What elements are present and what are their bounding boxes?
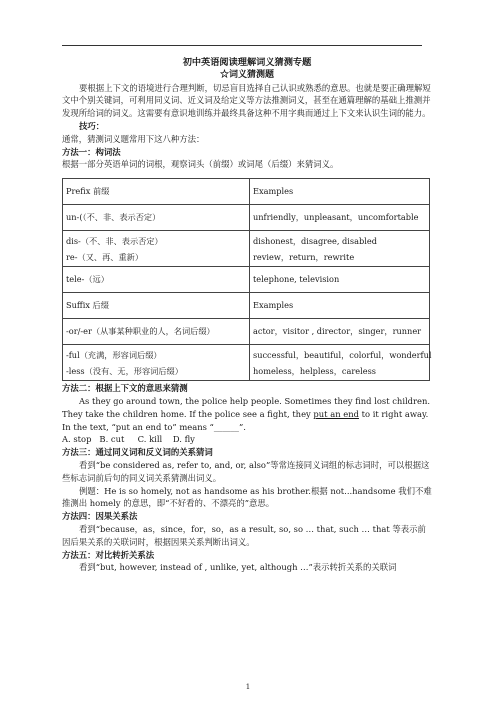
table-cell: Prefix 前缀 [63,179,250,205]
document-body [62,56,432,574]
method4-text: 看到“because，as，since，for，so，as a result, so, so … that, such … that 等表示前因后果关系的关联词时，根据因果关系判断出词义。 [62,523,426,547]
method2-heading: 方法二：根据上下文的意思来猜测 [62,383,188,394]
method5-heading: 方法五：对比转折关系法 [62,549,155,560]
table-cell: un-(（不、非、表示否定） [63,205,250,231]
table-row [63,293,430,319]
method5-text: 看到“but, however, instead of , unlike, yet, although …”表示转折关系的关联词 [79,562,397,573]
table-cell: Examples [250,179,430,205]
affix-table [62,178,430,381]
method2-options: A. stop B. cut C. kill D. fly [62,434,195,445]
tips-text: 通常，猜测词义题常用下这八种方法： [62,133,205,144]
method4-heading: 方法四：因果关系法 [62,511,138,522]
method2-passage: As they go around town, the police help people. Sometimes they find lost children. They take the children home. If the police see a fight, they put an end to it right away. [62,395,431,419]
method1-heading: 方法一：构词法 [62,146,121,157]
method3-example: 例题：He is so homely, not as handsome as his brother.根据 not...handsome 我们不难推测出 homely 的意思，即“不好看的、不漂亮的”意思。 [62,485,432,509]
table-row [63,267,430,293]
method3-heading: 方法三：通过同义词和反义词的关系猜词 [62,447,213,458]
table-row [63,345,430,381]
table-cell: dis-（不、非、表示否定） re-（又、再、重新） [63,231,250,267]
method2-question: In the text, “put an end to” means “______”. [62,421,246,432]
table-row [63,231,430,267]
table-cell: tele-（远） [63,267,250,293]
table-cell: -ful（充满，形容词后缀） -less（没有、无，形容词后缀） [63,345,250,381]
table-cell: -or/-er（从事某种职业的人，名词后缀） [63,319,250,345]
header-rule [62,45,422,46]
table-cell: Suffix 后缀 [63,293,250,319]
method3-text: 看到“be considered as, refer to, and, or, also”等常连接同义词组的标志词时，可以根据这些标志词前后句的同义词关系猜测出词义。 [62,459,430,483]
table-row [63,319,430,345]
table-cell: successful，beautiful，colorful，wonderful homeless，helpless，careless [250,345,430,381]
table-cell: telephone, television [250,267,430,293]
document-title: 初中英语阅读理解词义猜测专题 [182,57,312,68]
table-cell: Examples [250,293,430,319]
table-cell: dishonest，disagree, disabled review，return，rewrite [250,231,430,267]
underlined-phrase: put an end [313,408,359,419]
intro-paragraph: 要根据上下文的语境进行合理判断，切忌盲目选择自己认识或熟悉的意思。也就是要正确理解短文中个别关键词，可利用同义词、近义词及给定义等方法推测词义，甚至在通篇理解的基础上推测并发现所给词的词义。这需要有意识地训练并最终具备这种不用字典而通过上下文来认识生词的能力。 [62,82,431,119]
table-row [63,205,430,231]
table-row [63,179,430,205]
table-cell: unfriendly，unpleasant，uncomfortable [250,205,430,231]
table-cell: actor，visitor , director，singer，runner [250,319,430,345]
page-number: 1 [245,683,251,691]
tips-heading: 技巧： [79,120,105,131]
method1-text: 根据一部分英语单词的词根，观察词头（前缀）或词尾（后缀）来猜词义。 [62,159,339,170]
section-subtitle: ☆词义猜测题 [219,70,274,80]
